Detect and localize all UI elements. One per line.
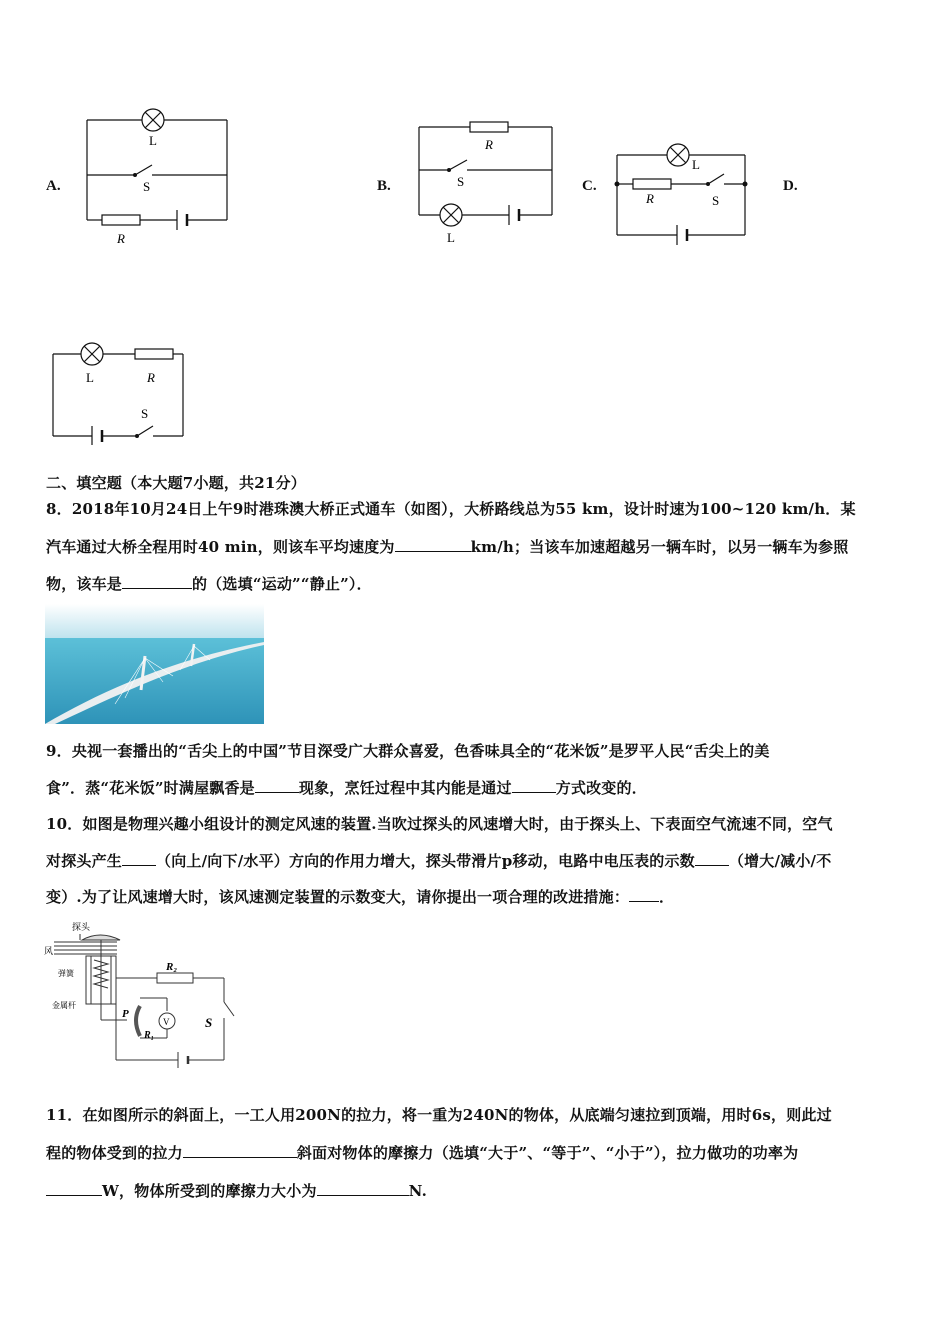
lamp-label: L — [447, 230, 455, 245]
q10-line2 — [46, 850, 831, 871]
switch-label: S — [457, 174, 465, 189]
q11-line3 — [46, 1180, 427, 1201]
q11-line2 — [46, 1142, 798, 1163]
q10-text: 变）.为了让风速增大时，该风速测定装置的示数变大，请你提出一项合理的改进措施： — [46, 888, 630, 906]
r1-label: R₁ — [144, 1030, 155, 1041]
answer-blank[interactable] — [512, 778, 556, 793]
answer-blank[interactable] — [46, 1181, 102, 1196]
answer-blank[interactable] — [255, 778, 299, 793]
answer-blank[interactable] — [629, 887, 659, 902]
q8-text: km/h；当该车加速超越另一辆车时，以另一辆车为参照 — [470, 538, 849, 556]
answer-blank[interactable] — [695, 851, 729, 866]
r2-label: R₂ — [166, 961, 178, 973]
switch-label: S — [205, 1015, 213, 1030]
option-c-label: C. — [582, 178, 597, 194]
q10-text: 对探头产生 — [46, 852, 123, 870]
q10-text: （增大/减小/不 — [728, 852, 832, 870]
answer-blank[interactable] — [183, 1143, 297, 1158]
circuit-d-diagram — [45, 340, 190, 445]
rod-label: 金属杆 — [52, 1001, 76, 1010]
probe-label: 探头 — [72, 922, 91, 932]
resistor-label: R — [646, 191, 654, 206]
resistor-label: R — [147, 370, 155, 385]
option-a-label: A. — [46, 178, 61, 194]
circuit-c-diagram — [608, 140, 756, 252]
section-heading: 二、填空题（本大题7小题，共21分） — [46, 474, 306, 492]
q11-text: 斜面对物体的摩擦力（选填“大于”、“等于”、“小于”），拉力做功的功率为 — [296, 1144, 799, 1162]
q11-text: N. — [408, 1182, 428, 1200]
q9-line2 — [46, 777, 647, 798]
q9-text: 现象，烹饪过程中其内能是通过 — [298, 779, 512, 797]
q11-line1: 11．在如图所示的斜面上，一工人用200N的拉力，将一重为240N的物体，从底端匀速拉到顶端，用时6s，则此过 — [46, 1106, 832, 1124]
wind-speed-device-figure — [42, 920, 247, 1070]
switch-label: S — [143, 179, 151, 194]
answer-blank[interactable] — [122, 851, 156, 866]
q8-line2 — [46, 536, 848, 557]
option-b-label: B. — [377, 178, 391, 194]
answer-blank[interactable] — [122, 574, 192, 589]
q11-text: 程的物体受到的拉力 — [46, 1144, 183, 1162]
answer-blank[interactable] — [317, 1181, 409, 1196]
option-d-label: D. — [783, 178, 798, 194]
q8-text: 物，该车是 — [46, 575, 123, 593]
q10-text: （向上/向下/水平）方向的作用力增大，探头带滑片p移动，电路中电压表的示数 — [156, 852, 695, 870]
q11-text: W，物体所受到的摩擦力大小为 — [102, 1182, 317, 1200]
circuit-b-diagram — [412, 112, 562, 247]
switch-label: S — [141, 406, 149, 421]
voltmeter-label: V — [163, 1017, 170, 1027]
lamp-label: L — [149, 133, 157, 148]
q8-text: 汽车通过大桥全程用时40 min，则该车平均速度为 — [46, 538, 395, 556]
q9-line1: 9．央视一套播出的“舌尖上的中国”节目深受广大群众喜爱，色香味具全的“花米饭”是罗平人民“舌尖上的美 — [46, 742, 770, 760]
wind-label: 风 — [44, 946, 54, 956]
circuit-a-diagram — [80, 105, 235, 250]
resistor-label: R — [485, 137, 493, 152]
q10-line3 — [46, 886, 674, 907]
q9-text: 方式改变的． — [555, 779, 647, 797]
bridge-photo — [45, 604, 264, 724]
spring-label: 弹簧 — [58, 969, 74, 978]
answer-blank[interactable] — [395, 537, 471, 552]
q8-line3 — [46, 573, 372, 594]
q10-line1: 10．如图是物理兴趣小组设计的测定风速的装置.当吹过探头的风速增大时，由于探头上、下表面空气流速不同，空气 — [46, 815, 833, 833]
q8-text: 的（选填“运动”“静止”）． — [192, 575, 372, 593]
lamp-label: L — [86, 370, 94, 385]
q9-text: 食”．蒸“花米饭”时满屋飘香是 — [46, 779, 255, 797]
switch-label: S — [712, 193, 720, 208]
p-label: P — [122, 1008, 129, 1020]
q8-line1: 8．2018年10月24日上午9时港珠澳大桥正式通车（如图），大桥路线总为55 km，设计时速为100~120 km/h．某 — [46, 500, 856, 518]
q10-text: ． — [659, 888, 675, 906]
resistor-label: R — [117, 231, 125, 246]
lamp-label: L — [692, 157, 700, 172]
